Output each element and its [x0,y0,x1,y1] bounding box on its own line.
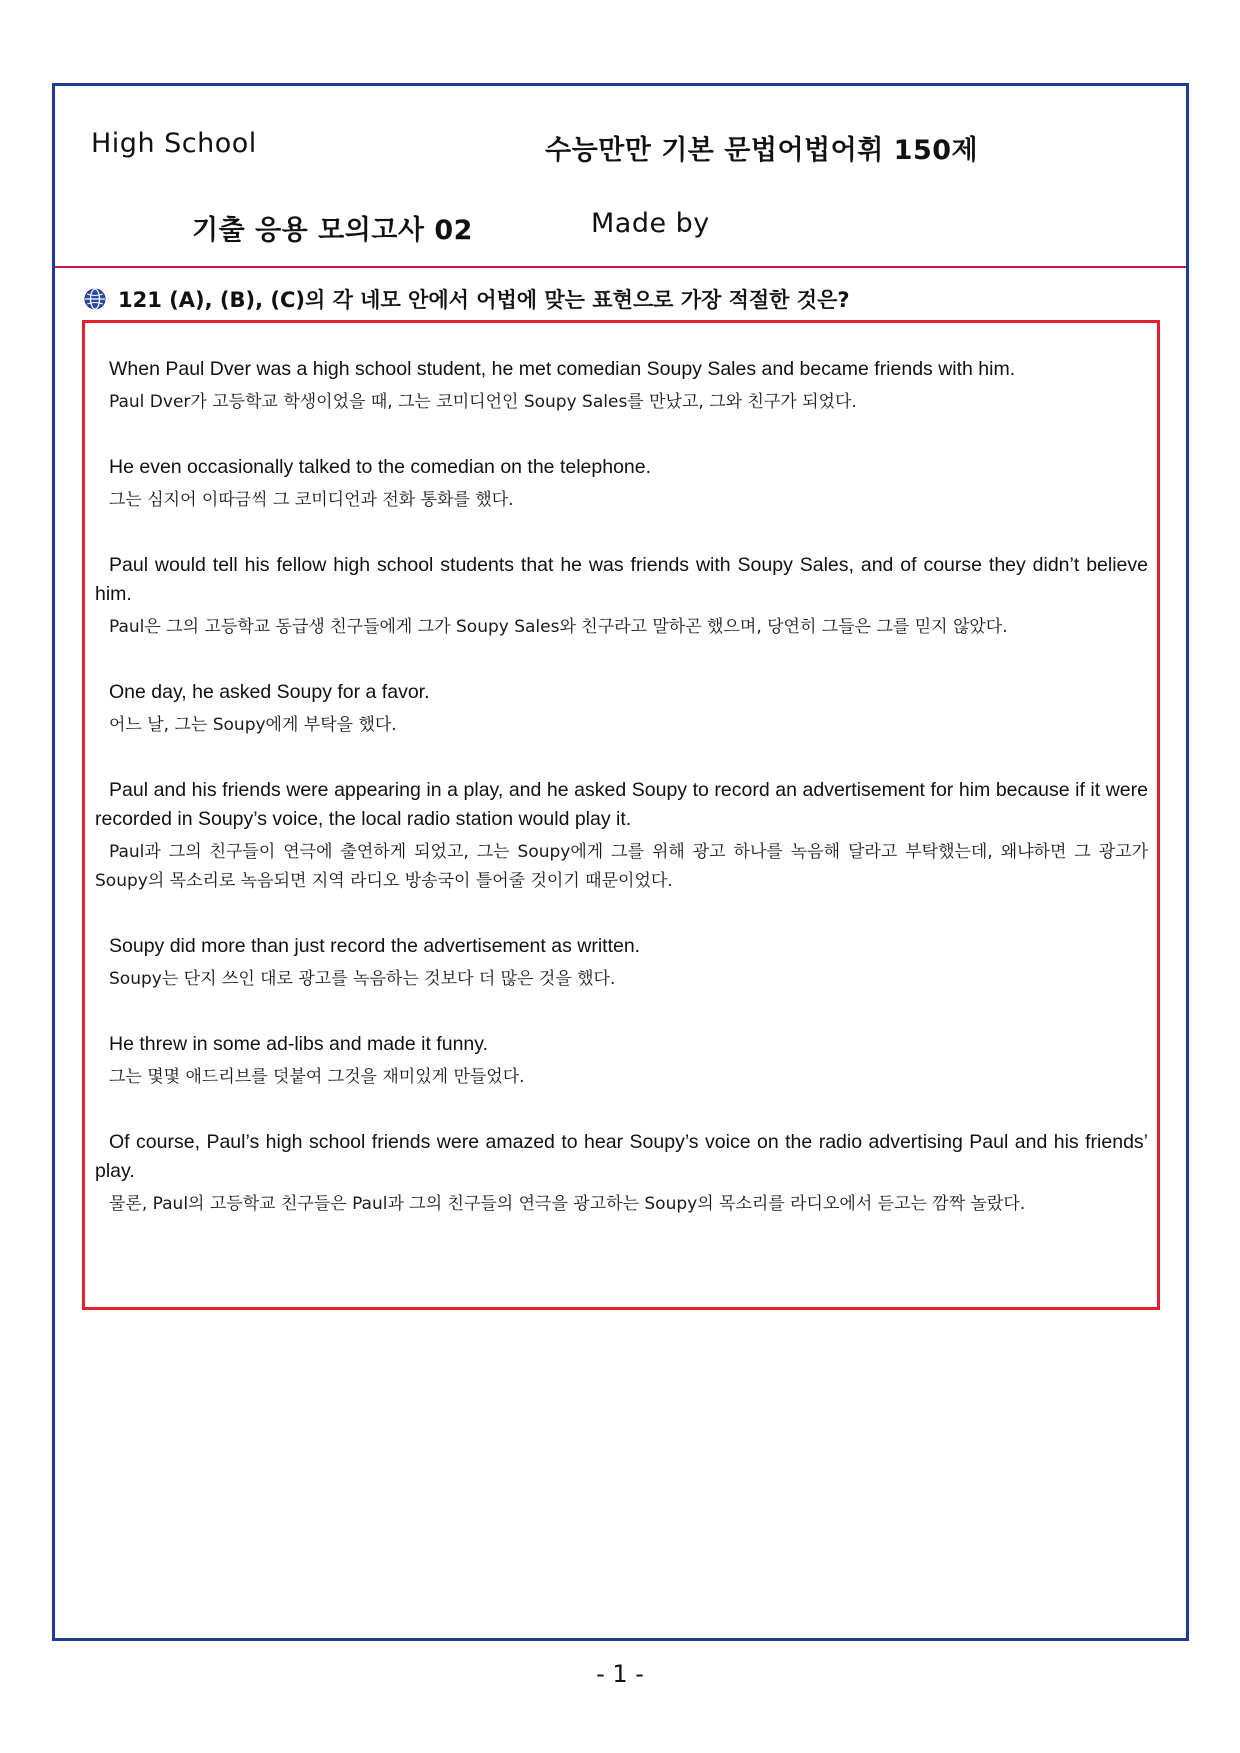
passage-paragraph [95,355,1148,417]
question-text: 121 (A), (B), (C)의 각 네모 안에서 어법에 맞는 표현으로 가장 적절한 것은? [118,288,850,312]
passage-paragraph [95,776,1148,896]
passage-paragraph [95,932,1148,994]
korean-translation: Paul과 그의 친구들이 연극에 출연하게 되었고, 그는 Soupy에게 그를 위해 광고 하나를 녹음해 달라고 부탁했는데, 왜냐하면 그 광고가 Soupy의 목소리로 녹음되면 지역 라디오 방송국이 틀어줄 것이기 때문이었다. [95,842,1148,891]
english-sentence: He threw in some ad-libs and made it funny. [109,1033,488,1055]
header-divider [55,266,1186,268]
passage-paragraph [95,551,1148,642]
korean-translation: Paul은 그의 고등학교 동급생 친구들에게 그가 Soupy Sales와 친구라고 말하곤 했으며, 당연히 그들은 그를 믿지 않았다. [109,617,1008,637]
passage-paragraph [95,1030,1148,1092]
globe-bullet-icon [84,288,106,310]
korean-translation: Soupy는 단지 쓰인 대로 광고를 녹음하는 것보다 더 많은 것을 했다. [109,969,616,989]
korean-translation: 그는 심지어 이따금씩 그 코미디언과 전화 통화를 했다. [109,490,514,510]
korean-translation: 물론, Paul의 고등학교 친구들은 Paul과 그의 친구들의 연극을 광고하는 Soupy의 목소리를 라디오에서 듣고는 깜짝 놀랐다. [109,1194,1026,1214]
korean-translation: 어느 날, 그는 Soupy에게 부탁을 했다. [109,715,397,735]
english-sentence: Paul would tell his fellow high school students that he was friends with Soupy Sales, and of course they didn’t believe him. [95,554,1148,605]
made-by-label: Made by [591,208,710,239]
school-label: High School [91,128,257,159]
question-prompt [84,284,850,314]
english-sentence: One day, he asked Soupy for a favor. [109,681,430,703]
passage-paragraph [95,453,1148,515]
korean-translation: Paul Dver가 고등학교 학생이었을 때, 그는 코미디언인 Soupy Sales를 만났고, 그와 친구가 되었다. [109,392,857,412]
passage-box [82,320,1160,1310]
passage-paragraph [95,1128,1148,1219]
english-sentence: He even occasionally talked to the comedian on the telephone. [109,456,652,478]
english-sentence: When Paul Dver was a high school student, he met comedian Soupy Sales and became friends with him. [109,358,1016,380]
exam-label: 기출 응용 모의고사 02 [192,215,473,246]
english-sentence: Of course, Paul’s high school friends were amazed to hear Soupy’s voice on the radio advertising Paul and his friends’ play. [95,1131,1148,1182]
english-sentence: Paul and his friends were appearing in a play, and he asked Soupy to record an advertisement for him because if it were recorded in Soupy’s voice, the local radio station would play it. [95,779,1148,830]
passage-paragraph [95,678,1148,740]
book-title: 수능만만 기본 문법어법어휘 150제 [545,135,979,166]
korean-translation: 그는 몇몇 애드리브를 덧붙여 그것을 재미있게 만들었다. [109,1067,525,1087]
english-sentence: Soupy did more than just record the advertisement as written. [109,935,641,957]
page-number: - 1 - [596,1660,644,1688]
